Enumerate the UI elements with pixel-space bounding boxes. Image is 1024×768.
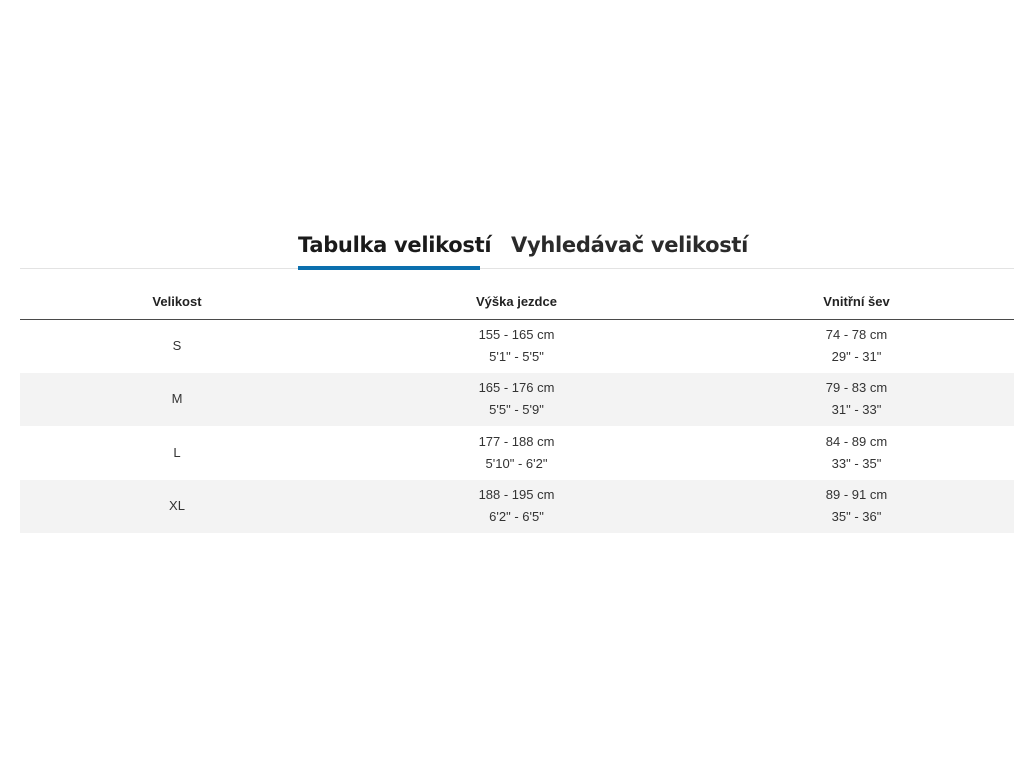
rider-height-cell (334, 319, 699, 373)
inseam-cell (699, 426, 1014, 480)
inseam-in: 33" - 35" (831, 455, 882, 471)
height-ft: 6'2" - 6'5" (489, 509, 544, 525)
size-cell: XL (169, 498, 185, 514)
active-tab-indicator (298, 266, 480, 270)
inseam-cell (699, 319, 1014, 373)
inseam-cell (699, 480, 1014, 534)
size-cell: L (173, 444, 181, 460)
size-cell: S (172, 338, 182, 353)
rider-height-cell (334, 480, 699, 534)
table-row (20, 373, 1014, 427)
height-cm: 165 - 176 cm (478, 380, 555, 396)
tab-size-finder[interactable]: Vyhledávač velikostí (511, 233, 749, 257)
column-header-inseam: Vnitřní šev (699, 288, 1014, 319)
inseam-in: 31" - 33" (831, 402, 882, 418)
tab-size-chart[interactable]: Tabulka velikostí (298, 233, 492, 257)
inseam-in: 35" - 36" (831, 509, 882, 525)
inseam-cm: 74 - 78 cm (825, 327, 888, 342)
height-ft: 5'10" - 6'2" (485, 455, 548, 471)
table-row (20, 426, 1014, 480)
tab-bar (20, 228, 1014, 269)
table-row (20, 480, 1014, 534)
table-row (20, 319, 1014, 373)
inseam-cell (699, 373, 1014, 427)
inseam-cm: 84 - 89 cm (825, 433, 888, 449)
inseam-in: 29" - 31" (831, 349, 882, 364)
height-ft: 5'1" - 5'5" (489, 349, 544, 364)
height-ft: 5'5" - 5'9" (489, 402, 544, 418)
inseam-cm: 89 - 91 cm (825, 487, 888, 503)
height-cm: 188 - 195 cm (478, 487, 555, 503)
height-cm: 155 - 165 cm (478, 327, 555, 342)
rider-height-cell (334, 426, 699, 480)
size-guide (20, 228, 1014, 533)
size-table (20, 288, 1014, 533)
inseam-cm: 79 - 83 cm (825, 380, 888, 396)
column-header-rider-height: Výška jezdce (334, 288, 699, 319)
height-cm: 177 - 188 cm (478, 433, 555, 449)
column-header-size: Velikost (20, 288, 334, 319)
size-cell: M (171, 391, 183, 407)
rider-height-cell (334, 373, 699, 427)
table-header-row (20, 288, 1014, 319)
